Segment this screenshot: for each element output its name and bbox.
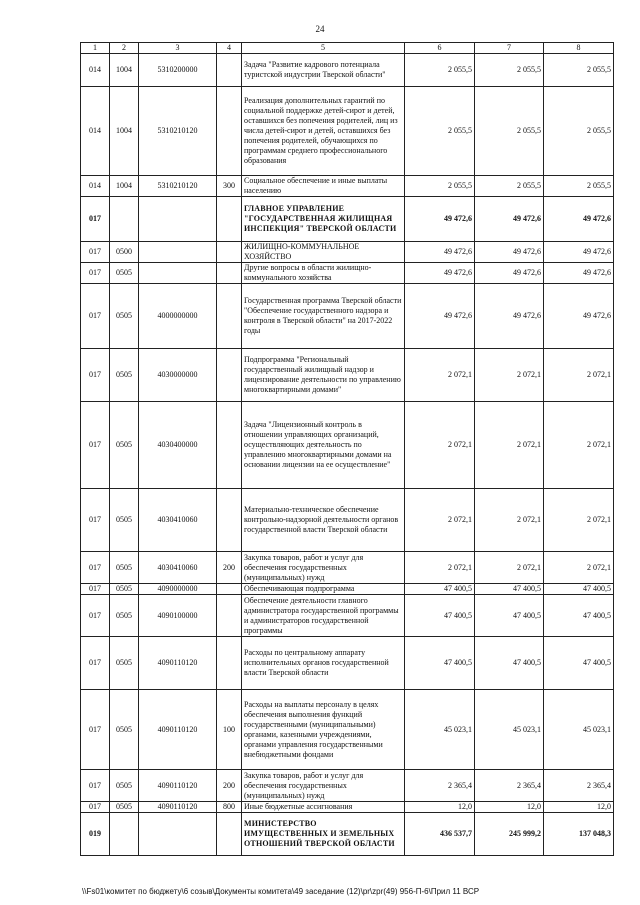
- amount-cell-col8: 2 055,5: [544, 54, 614, 87]
- section-cell: 1004: [110, 54, 139, 87]
- amount-cell-col6: 2 055,5: [405, 87, 475, 176]
- table-row: [81, 802, 614, 813]
- amount-cell-col8: 2 072,1: [544, 402, 614, 489]
- description-cell: Закупка товаров, работ и услуг для обеспечения государственных (муниципальных) нужд: [242, 770, 405, 802]
- expense-type-cell: 800: [217, 802, 242, 813]
- table-row: [81, 690, 614, 770]
- target-article-cell: 4090100000: [139, 595, 217, 637]
- section-cell: 0505: [110, 263, 139, 284]
- amount-cell-col7: 47 400,5: [475, 584, 544, 595]
- table-row: [81, 263, 614, 284]
- column-header: 4: [217, 43, 242, 54]
- code-cell: 017: [81, 770, 110, 802]
- description-cell: Государственная программа Тверской области "Обеспечение государственного надзора и контроля в Тверской области" на 2017-2022 годы: [242, 284, 405, 349]
- target-article-cell: 4030410060: [139, 489, 217, 552]
- section-cell: 1004: [110, 176, 139, 197]
- amount-cell-col7: 2 055,5: [475, 176, 544, 197]
- amount-cell-col7: 49 472,6: [475, 263, 544, 284]
- amount-cell-col7: 2 072,1: [475, 349, 544, 402]
- amount-cell-col8: 12,0: [544, 802, 614, 813]
- target-article-cell: [139, 263, 217, 284]
- expense-type-cell: [217, 263, 242, 284]
- section-cell: 0505: [110, 489, 139, 552]
- amount-cell-col7: 2 072,1: [475, 489, 544, 552]
- amount-cell-col6: 47 400,5: [405, 584, 475, 595]
- target-article-cell: [139, 197, 217, 242]
- amount-cell-col6: 2 072,1: [405, 349, 475, 402]
- amount-cell-col7: 2 072,1: [475, 402, 544, 489]
- amount-cell-col6: 49 472,6: [405, 197, 475, 242]
- target-article-cell: 4090110120: [139, 637, 217, 690]
- amount-cell-col8: 137 048,3: [544, 813, 614, 856]
- code-cell: 017: [81, 552, 110, 584]
- amount-cell-col6: 45 023,1: [405, 690, 475, 770]
- target-article-cell: 4000000000: [139, 284, 217, 349]
- description-cell: Материально-техническое обеспечение контрольно-надзорной деятельности органов государственной власти Тверской области: [242, 489, 405, 552]
- code-cell: 019: [81, 813, 110, 856]
- table-row: [81, 197, 614, 242]
- description-cell: Подпрограмма "Региональный государственный жилищный надзор и лицензирование деятельности по управлению многоквартирными домами": [242, 349, 405, 402]
- description-cell: МИНИСТЕРСТВО ИМУЩЕСТВЕННЫХ И ЗЕМЕЛЬНЫХ ОТНОШЕНИЙ ТВЕРСКОЙ ОБЛАСТИ: [242, 813, 405, 856]
- table-row: [81, 54, 614, 87]
- target-article-cell: 4030000000: [139, 349, 217, 402]
- code-cell: 017: [81, 595, 110, 637]
- description-cell: Закупка товаров, работ и услуг для обеспечения государственных (муниципальных) нужд: [242, 552, 405, 584]
- code-cell: 017: [81, 242, 110, 263]
- code-cell: 014: [81, 54, 110, 87]
- expense-type-cell: [217, 197, 242, 242]
- amount-cell-col8: 49 472,6: [544, 263, 614, 284]
- amount-cell-col7: 12,0: [475, 802, 544, 813]
- table-row: [81, 595, 614, 637]
- amount-cell-col6: 49 472,6: [405, 242, 475, 263]
- expense-type-cell: 200: [217, 770, 242, 802]
- column-header: 2: [110, 43, 139, 54]
- target-article-cell: 5310210120: [139, 87, 217, 176]
- expense-type-cell: 100: [217, 690, 242, 770]
- amount-cell-col7: 47 400,5: [475, 595, 544, 637]
- amount-cell-col7: 2 055,5: [475, 87, 544, 176]
- code-cell: 017: [81, 349, 110, 402]
- code-cell: 017: [81, 402, 110, 489]
- amount-cell-col6: 49 472,6: [405, 263, 475, 284]
- code-cell: 014: [81, 87, 110, 176]
- amount-cell-col6: 2 365,4: [405, 770, 475, 802]
- column-header: 5: [242, 43, 405, 54]
- code-cell: 017: [81, 263, 110, 284]
- amount-cell-col8: 49 472,6: [544, 197, 614, 242]
- amount-cell-col8: 2 072,1: [544, 552, 614, 584]
- section-cell: 0505: [110, 690, 139, 770]
- table-row: [81, 284, 614, 349]
- code-cell: 014: [81, 176, 110, 197]
- section-cell: [110, 813, 139, 856]
- expense-type-cell: 200: [217, 552, 242, 584]
- amount-cell-col6: 2 072,1: [405, 402, 475, 489]
- expense-type-cell: [217, 813, 242, 856]
- amount-cell-col7: 49 472,6: [475, 242, 544, 263]
- section-cell: 0505: [110, 770, 139, 802]
- expense-type-cell: [217, 402, 242, 489]
- column-header: 1: [81, 43, 110, 54]
- expense-type-cell: [217, 284, 242, 349]
- target-article-cell: 4090110120: [139, 690, 217, 770]
- table-row: [81, 552, 614, 584]
- amount-cell-col7: 2 055,5: [475, 54, 544, 87]
- table-header-row: [81, 43, 614, 54]
- target-article-cell: 5310210120: [139, 176, 217, 197]
- amount-cell-col7: 245 999,2: [475, 813, 544, 856]
- amount-cell-col6: 2 055,5: [405, 54, 475, 87]
- expense-type-cell: [217, 489, 242, 552]
- expense-type-cell: 300: [217, 176, 242, 197]
- target-article-cell: 4090000000: [139, 584, 217, 595]
- table-row: [81, 349, 614, 402]
- description-cell: ГЛАВНОЕ УПРАВЛЕНИЕ "ГОСУДАРСТВЕННАЯ ЖИЛИЩНАЯ ИНСПЕКЦИЯ" ТВЕРСКОЙ ОБЛАСТИ: [242, 197, 405, 242]
- target-article-cell: 4090110120: [139, 802, 217, 813]
- amount-cell-col8: 47 400,5: [544, 584, 614, 595]
- code-cell: 017: [81, 197, 110, 242]
- budget-table: [80, 42, 614, 856]
- amount-cell-col8: 47 400,5: [544, 595, 614, 637]
- column-header: 3: [139, 43, 217, 54]
- amount-cell-col7: 49 472,6: [475, 284, 544, 349]
- amount-cell-col6: 47 400,5: [405, 595, 475, 637]
- column-header: 6: [405, 43, 475, 54]
- expense-type-cell: [217, 87, 242, 176]
- code-cell: 017: [81, 584, 110, 595]
- code-cell: 017: [81, 690, 110, 770]
- section-cell: 0505: [110, 584, 139, 595]
- table-row: [81, 176, 614, 197]
- footer-file-path: \\Fs01\комитет по бюджету\6 созыв\Документы комитета\49 заседание (12)\pr\zpr(49) 956-П-6\Прил 11 ВСР: [82, 887, 480, 896]
- amount-cell-col6: 436 537,7: [405, 813, 475, 856]
- description-cell: Социальное обеспечение и иные выплаты населению: [242, 176, 405, 197]
- section-cell: 0505: [110, 595, 139, 637]
- description-cell: Обеспечение деятельности главного администратора государственной программы и администраторов государственной программы: [242, 595, 405, 637]
- amount-cell-col8: 2 365,4: [544, 770, 614, 802]
- amount-cell-col8: 49 472,6: [544, 284, 614, 349]
- amount-cell-col8: 47 400,5: [544, 637, 614, 690]
- table-body: [81, 54, 614, 856]
- amount-cell-col7: 49 472,6: [475, 197, 544, 242]
- description-cell: Обеспечивающая подпрограмма: [242, 584, 405, 595]
- section-cell: 0505: [110, 284, 139, 349]
- target-article-cell: 5310200000: [139, 54, 217, 87]
- amount-cell-col8: 45 023,1: [544, 690, 614, 770]
- section-cell: 1004: [110, 87, 139, 176]
- amount-cell-col6: 49 472,6: [405, 284, 475, 349]
- amount-cell-col7: 47 400,5: [475, 637, 544, 690]
- section-cell: 0505: [110, 402, 139, 489]
- expense-type-cell: [217, 54, 242, 87]
- table-row: [81, 584, 614, 595]
- description-cell: Задача "Развитие кадрового потенциала туристской индустрии Тверской области": [242, 54, 405, 87]
- amount-cell-col8: 2 072,1: [544, 489, 614, 552]
- description-cell: ЖИЛИЩНО-КОММУНАЛЬНОЕ ХОЗЯЙСТВО: [242, 242, 405, 263]
- expense-type-cell: [217, 637, 242, 690]
- amount-cell-col7: 45 023,1: [475, 690, 544, 770]
- amount-cell-col7: 2 365,4: [475, 770, 544, 802]
- target-article-cell: 4030410060: [139, 552, 217, 584]
- section-cell: 0505: [110, 552, 139, 584]
- amount-cell-col8: 49 472,6: [544, 242, 614, 263]
- code-cell: 017: [81, 802, 110, 813]
- amount-cell-col6: 2 072,1: [405, 552, 475, 584]
- section-cell: [110, 197, 139, 242]
- expense-type-cell: [217, 595, 242, 637]
- description-cell: Расходы на выплаты персоналу в целях обеспечения выполнения функций государственными (муниципальными) органами, казенными учреждениями, органами управления государственными внебюджетными фондами: [242, 690, 405, 770]
- description-cell: Задача "Лицензионный контроль в отношении управляющих организаций, осуществляющих деятельность по управлению многоквартирными домами на основании лицензии на ее осуществление": [242, 402, 405, 489]
- amount-cell-col8: 2 072,1: [544, 349, 614, 402]
- amount-cell-col6: 47 400,5: [405, 637, 475, 690]
- code-cell: 017: [81, 637, 110, 690]
- table-row: [81, 87, 614, 176]
- amount-cell-col8: 2 055,5: [544, 176, 614, 197]
- section-cell: 0505: [110, 637, 139, 690]
- target-article-cell: [139, 813, 217, 856]
- description-cell: Иные бюджетные ассигнования: [242, 802, 405, 813]
- code-cell: 017: [81, 489, 110, 552]
- amount-cell-col6: 12,0: [405, 802, 475, 813]
- expense-type-cell: [217, 584, 242, 595]
- description-cell: Другие вопросы в области жилищно-коммунального хозяйства: [242, 263, 405, 284]
- page-number: 24: [315, 24, 325, 34]
- target-article-cell: 4030400000: [139, 402, 217, 489]
- expense-type-cell: [217, 349, 242, 402]
- table-row: [81, 402, 614, 489]
- table-row: [81, 637, 614, 690]
- table-row: [81, 770, 614, 802]
- table-row: [81, 813, 614, 856]
- amount-cell-col6: 2 072,1: [405, 489, 475, 552]
- description-cell: Реализация дополнительных гарантий по социальной поддержке детей-сирот и детей, оставшихся без попечения родителей, лиц из числа детей-сирот и детей, оставшихся без попечения родителей, обучающихся по программам среднего профессионального образования: [242, 87, 405, 176]
- amount-cell-col7: 2 072,1: [475, 552, 544, 584]
- amount-cell-col6: 2 055,5: [405, 176, 475, 197]
- section-cell: 0500: [110, 242, 139, 263]
- column-header: 7: [475, 43, 544, 54]
- code-cell: 017: [81, 284, 110, 349]
- column-header: 8: [544, 43, 614, 54]
- table-row: [81, 489, 614, 552]
- target-article-cell: 4090110120: [139, 770, 217, 802]
- section-cell: 0505: [110, 349, 139, 402]
- section-cell: 0505: [110, 802, 139, 813]
- amount-cell-col8: 2 055,5: [544, 87, 614, 176]
- target-article-cell: [139, 242, 217, 263]
- expense-type-cell: [217, 242, 242, 263]
- description-cell: Расходы по центральному аппарату исполнительных органов государственной власти Тверской области: [242, 637, 405, 690]
- table-row: [81, 242, 614, 263]
